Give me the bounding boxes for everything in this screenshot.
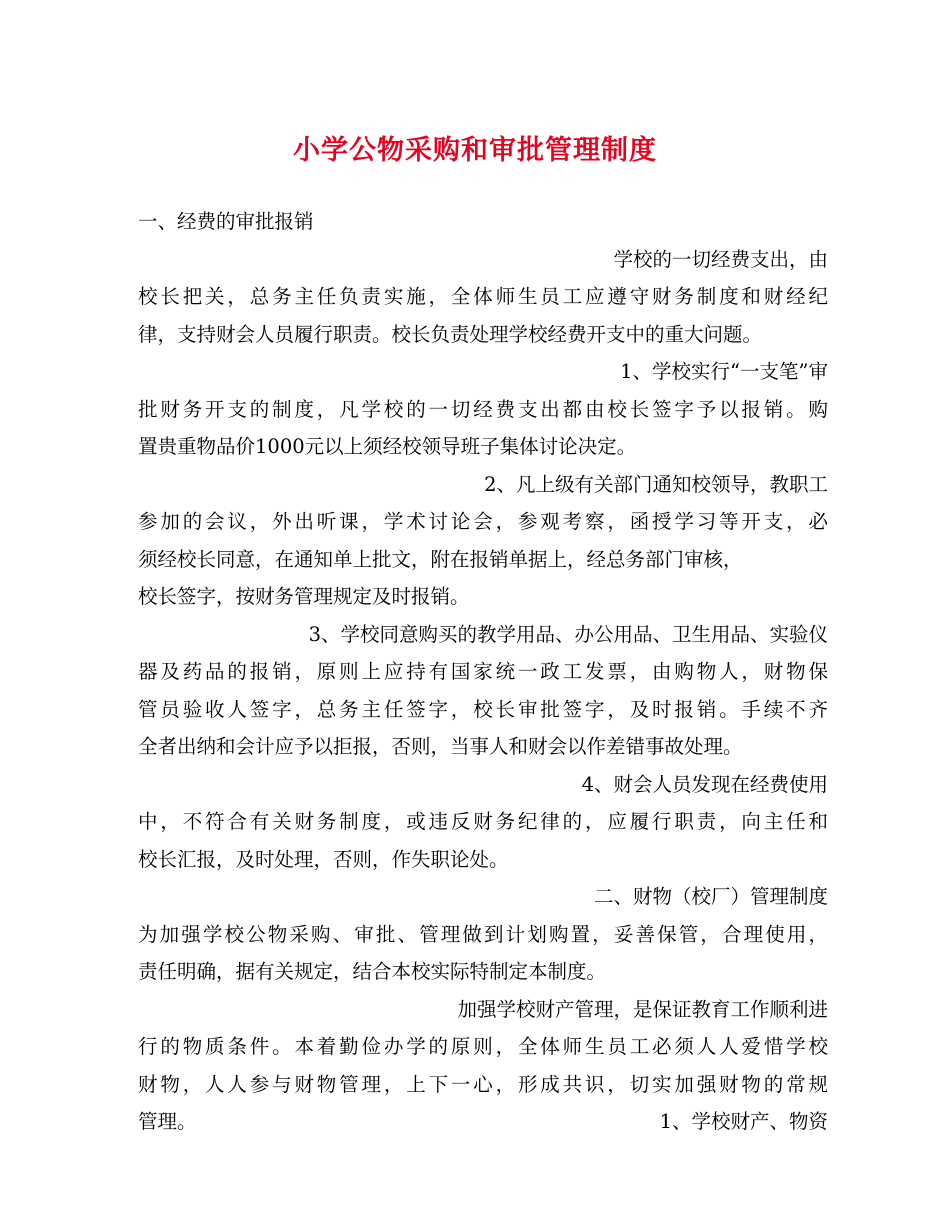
paragraph-line: 参加的会议，外出听课，学术讨论会，参观考察，函授学习等开支，必 bbox=[138, 510, 828, 533]
paragraph-line: 器及药品的报销，原则上应持有国家统一政工发票，由购物人，财物保 bbox=[138, 660, 828, 683]
section-heading: 二、财物（校厂）管理制度 bbox=[593, 885, 828, 908]
paragraph-line-start: 1、学校财产、物资 bbox=[659, 1110, 828, 1133]
paragraph-line: 4、财会人员发现在经费使用 bbox=[581, 772, 828, 796]
paragraph-line: 校长汇报，及时处理，否则，作失职论处。 bbox=[138, 847, 509, 871]
paragraph-line: 全者出纳和会计应予以拒报，否则，当事人和财会以作差错事故处理。 bbox=[138, 735, 743, 758]
paragraph-line: 须经校长同意，在通知单上批文，附在报销单据上，经总务部门审核， bbox=[138, 547, 743, 571]
paragraph-line: 1、学校实行“一支笔”审 bbox=[620, 360, 828, 383]
paragraph-line: 中，不符合有关财务制度，或违反财务纪律的，应履行职责，向主任和 bbox=[138, 810, 828, 833]
paragraph-line: 管员验收人签字，总务主任签字，校长审批签字，及时报销。手续不齐 bbox=[138, 697, 828, 721]
document-body bbox=[138, 203, 828, 1141]
paragraph-line-end: 管理。 bbox=[138, 1110, 197, 1133]
paragraph-line: 学校的一切经费支出，由 bbox=[613, 247, 828, 271]
paragraph-line-split bbox=[138, 1103, 828, 1141]
paragraph-line: 校长把关，总务主任负责实施，全体师生员工应遵守财务制度和财经纪 bbox=[138, 285, 828, 308]
section-heading: 一、经费的审批报销 bbox=[138, 210, 314, 233]
paragraph-line: 财物，人人参与财物管理，上下一心，形成共识，切实加强财物的常规 bbox=[138, 1072, 828, 1096]
paragraph-line: 加强学校财产管理，是保证教育工作顺利进 bbox=[457, 997, 828, 1021]
paragraph-line: 3、学校同意购买的教学用品、办公用品、卫生用品、实验仪 bbox=[308, 622, 828, 646]
paragraph-line: 2、凡上级有关部门通知校领导，教职工 bbox=[484, 472, 828, 496]
paragraph-line: 校长签字，按财务管理规定及时报销。 bbox=[138, 585, 470, 608]
paragraph-line: 行的物质条件。本着勤俭办学的原则，全体师生员工必须人人爱惜学校 bbox=[138, 1035, 828, 1058]
paragraph-line: 责任明确，据有关规定，结合本校实际特制定本制度。 bbox=[138, 960, 607, 983]
paragraph-line: 置贵重物品价1000元以上须经校领导班子集体讨论决定。 bbox=[138, 435, 637, 458]
paragraph-line: 为加强学校公物采购、审批、管理做到计划购置，妥善保管，合理使用， bbox=[138, 922, 828, 946]
paragraph-line: 律，支持财会人员履行职责。校长负责处理学校经费开支中的重大问题。 bbox=[138, 322, 763, 346]
paragraph-line: 批财务开支的制度，凡学校的一切经费支出都由校长签字予以报销。购 bbox=[138, 397, 828, 421]
document-title: 小学公物采购和审批管理制度 bbox=[293, 135, 657, 166]
